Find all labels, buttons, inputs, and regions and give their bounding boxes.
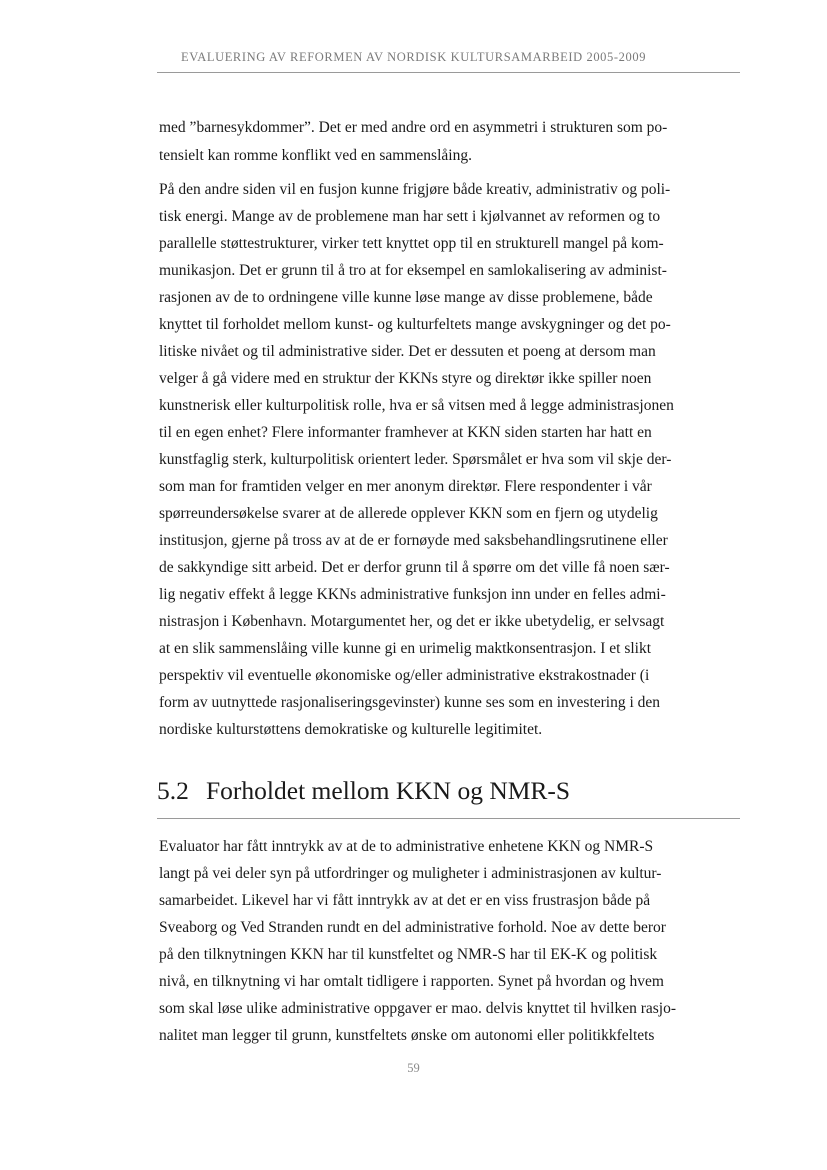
section-number: 5.2 — [157, 776, 189, 805]
page-number: 59 — [407, 1061, 420, 1075]
text-line: rasjonen av de to ordningene ville kunne løse mange av disse problemene, både — [159, 289, 653, 306]
text-line: på den tilknytningen KKN har til kunstfeltet og NMR-S har til EK-K og politisk — [159, 946, 658, 963]
text-line: spørreundersøkelse svarer at de allerede opplever KKN som en fjern og utydelig — [159, 505, 658, 522]
text-line: munikasjon. Det er grunn til å tro at for eksempel en samlokalisering av administ- — [159, 262, 667, 279]
section-divider — [157, 818, 740, 819]
text-line: knyttet til forholdet mellom kunst- og kulturfeltets mange avskygninger og det po- — [159, 316, 671, 333]
text-line: perspektiv vil eventuelle økonomiske og/eller administrative ekstrakostnader (i — [159, 667, 650, 684]
text-line: nordiske kulturstøttens demokratiske og kulturelle legitimitet. — [159, 721, 543, 738]
text-line: samarbeidet. Likevel har vi fått inntrykk av at det er en viss frustrasjon både på — [159, 892, 651, 909]
text-line: form av uutnyttede rasjonaliseringsgevinster) kunne ses som en investering i den — [159, 694, 661, 711]
text-line: til en egen enhet? Flere informanter framhever at KKN siden starten har hatt en — [159, 424, 652, 441]
text-line: nivå, en tilknytning vi har omtalt tidligere i rapporten. Synet på hvordan og hvem — [159, 973, 664, 990]
text-line: at en slik sammenslåing ville kunne gi en urimelig maktkonsentrasjon. I et slikt — [159, 640, 652, 657]
running-header: EVALUERING AV REFORMEN AV NORDISK KULTURSAMARBEID 2005-2009 — [180, 50, 647, 64]
text-line: som skal løse ulike administrative oppgaver er mao. delvis knyttet til hvilken rasjo- — [159, 1000, 676, 1017]
text-line: nistrasjon i København. Motargumentet her, og det er ikke ubetydelig, er selvsagt — [159, 613, 665, 630]
text-line: kunstfaglig sterk, kulturpolitisk orientert leder. Spørsmålet er hva som vil skje der- — [159, 451, 672, 468]
text-line: velger å gå videre med en struktur der KKNs styre og direktør ikke spiller noen — [159, 370, 652, 387]
text-line: tisk energi. Mange av de problemene man har sett i kjølvannet av reformen og to — [159, 208, 661, 225]
text-line: tensielt kan romme konflikt ved en sammenslåing. — [159, 147, 472, 164]
text-line: Sveaborg og Ved Stranden rundt en del administrative forhold. Noe av dette beror — [159, 919, 666, 936]
section-title: Forholdet mellom KKN og NMR-S — [206, 776, 571, 805]
header-divider — [157, 72, 740, 73]
text-line: lig negativ effekt å legge KKNs administrative funksjon inn under en felles admi- — [159, 586, 666, 603]
text-line: parallelle støttestrukturer, virker tett knyttet opp til en strukturell mangel på kom- — [159, 235, 664, 252]
section-heading — [157, 775, 570, 807]
text-line: med ”barnesykdommer”. Det er med andre ord en asymmetri i strukturen som po- — [159, 119, 668, 136]
text-line: Evaluator har fått inntrykk av at de to administrative enhetene KKN og NMR-S — [159, 838, 654, 855]
text-line: som man for framtiden velger en mer anonym direktør. Flere respondenter i vår — [159, 478, 652, 495]
text-line: institusjon, gjerne på tross av at de er fornøyde med saksbehandlingsrutinene eller — [159, 532, 668, 549]
text-line: litiske nivået og til administrative sider. Det er dessuten et poeng at dersom man — [159, 343, 656, 360]
text-line: nalitet man legger til grunn, kunstfeltets ønske om autonomi eller politikkfeltets — [159, 1027, 655, 1044]
text-line: På den andre siden vil en fusjon kunne frigjøre både kreativ, administrativ og poli- — [159, 181, 671, 198]
text-line: langt på vei deler syn på utfordringer og muligheter i administrasjonen av kultur- — [159, 865, 662, 882]
text-line: kunstnerisk eller kulturpolitisk rolle, hva er så vitsen med å legge administrasjonen — [159, 397, 674, 414]
text-line: de sakkyndige sitt arbeid. Det er derfor grunn til å spørre om det ville få noen sær- — [159, 559, 670, 576]
